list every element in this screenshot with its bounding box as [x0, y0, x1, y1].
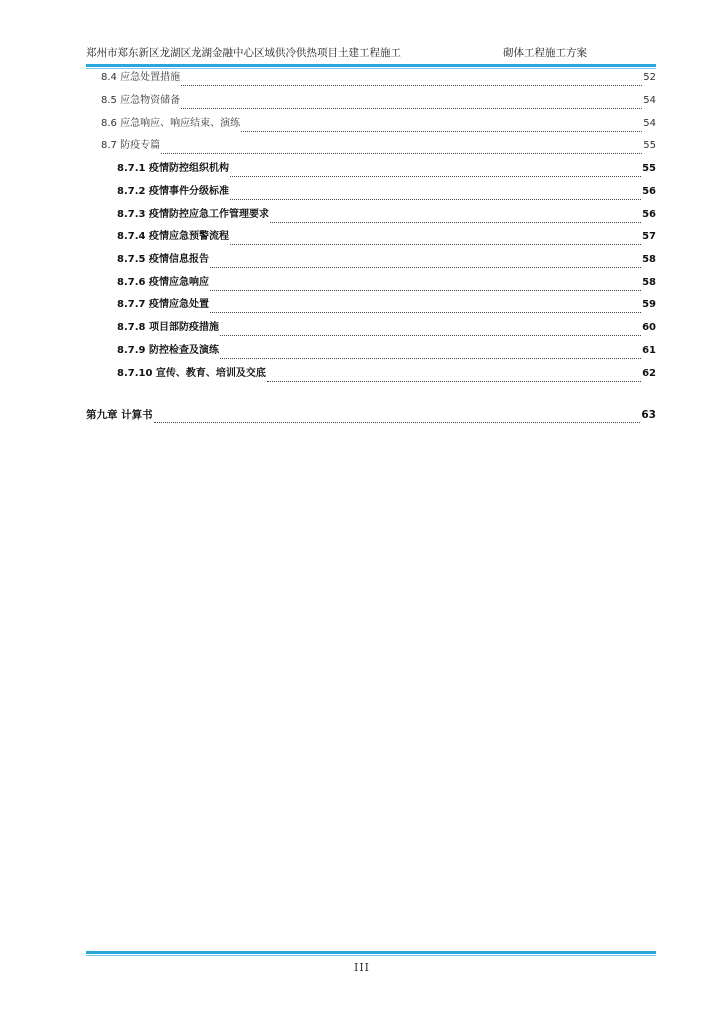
- toc-entry-page: 59: [642, 299, 656, 310]
- toc-entry-title: 8.7.3 疫情防控应急工作管理要求: [117, 209, 269, 220]
- toc-entry-page: 60: [642, 322, 656, 333]
- toc-leader-dots: [230, 165, 641, 177]
- footer-rule: [86, 951, 656, 954]
- toc-leader-dots: [181, 97, 642, 109]
- toc-entry-title: 8.6 应急响应、响应结束、演练: [101, 118, 241, 129]
- toc-entry-8-7-4[interactable]: [117, 229, 656, 245]
- header-document-title: 砌体工程施工方案: [503, 47, 587, 59]
- toc-entry-page: 55: [642, 163, 656, 174]
- toc-entry-8-7-5[interactable]: [117, 252, 656, 268]
- toc-entry-chapter-9[interactable]: [86, 407, 656, 423]
- toc-leader-dots: [230, 188, 641, 200]
- toc-entry-page: 61: [642, 345, 656, 356]
- toc-leader-dots: [267, 370, 641, 382]
- toc-leader-dots: [154, 411, 641, 423]
- header-project-title: 郑州市郑东新区龙湖区龙湖金融中心区域供冷供热项目土建工程施工: [86, 47, 401, 59]
- toc-entry-title: 8.7.4 疫情应急预警流程: [117, 231, 229, 242]
- toc-entry-title: 8.4 应急处置措施: [101, 72, 181, 83]
- toc-leader-dots: [241, 120, 642, 132]
- toc-entry-8-5[interactable]: [101, 93, 656, 109]
- toc-entry-8-7[interactable]: [101, 138, 656, 154]
- toc-entry-page: 62: [642, 368, 656, 379]
- toc-entry-page: 63: [641, 409, 656, 421]
- toc-entry-8-6[interactable]: [101, 116, 656, 132]
- footer-rule-thin: [86, 955, 656, 956]
- toc-leader-dots: [181, 74, 642, 86]
- toc-entry-8-7-10[interactable]: [117, 366, 656, 382]
- toc-entry-title: 8.7.1 疫情防控组织机构: [117, 163, 229, 174]
- header-rule-thin: [86, 68, 656, 69]
- toc-entry-8-7-3[interactable]: [117, 207, 656, 223]
- toc-entry-title: 8.7.2 疫情事件分级标准: [117, 186, 229, 197]
- toc-leader-dots: [270, 211, 641, 223]
- toc-entry-page: 54: [643, 95, 656, 106]
- toc-entry-title: 8.5 应急物资储备: [101, 95, 181, 106]
- toc-entry-page: 56: [642, 186, 656, 197]
- toc-leader-dots: [161, 142, 642, 154]
- toc-entry-title: 8.7 防疫专篇: [101, 140, 161, 151]
- toc-entry-8-4[interactable]: [101, 70, 656, 86]
- toc-entry-title: 8.7.7 疫情应急处置: [117, 299, 209, 310]
- header-rule: [86, 64, 656, 67]
- toc-leader-dots: [220, 324, 641, 336]
- toc-entry-page: 56: [642, 209, 656, 220]
- toc-entry-title: 8.7.6 疫情应急响应: [117, 277, 209, 288]
- toc-entry-8-7-6[interactable]: [117, 275, 656, 291]
- toc-leader-dots: [230, 233, 641, 245]
- toc-entry-title: 8.7.10 宣传、教育、培训及交底: [117, 368, 266, 379]
- toc-leader-dots: [220, 347, 641, 359]
- toc-entry-title: 8.7.5 疫情信息报告: [117, 254, 209, 265]
- toc-entry-title: 8.7.9 防控检查及演练: [117, 345, 219, 356]
- toc-entry-8-7-9[interactable]: [117, 343, 656, 359]
- toc-entry-page: 58: [642, 277, 656, 288]
- toc-leader-dots: [210, 279, 641, 291]
- toc-entry-8-7-7[interactable]: [117, 297, 656, 313]
- toc-entry-page: 54: [643, 118, 656, 129]
- page-number: III: [353, 961, 371, 974]
- toc-entry-page: 57: [642, 231, 656, 242]
- toc-entry-page: 55: [643, 140, 656, 151]
- toc-leader-dots: [210, 301, 641, 313]
- toc-entry-8-7-8[interactable]: [117, 320, 656, 336]
- toc-entry-title: 8.7.8 项目部防疫措施: [117, 322, 219, 333]
- page-header: [86, 44, 656, 62]
- toc-entry-8-7-2[interactable]: [117, 184, 656, 200]
- toc-entry-page: 52: [643, 72, 656, 83]
- toc-entry-page: 58: [642, 254, 656, 265]
- toc-leader-dots: [210, 256, 641, 268]
- toc-entry-title: 第九章 计算书: [86, 409, 153, 421]
- toc-entry-8-7-1[interactable]: [117, 161, 656, 177]
